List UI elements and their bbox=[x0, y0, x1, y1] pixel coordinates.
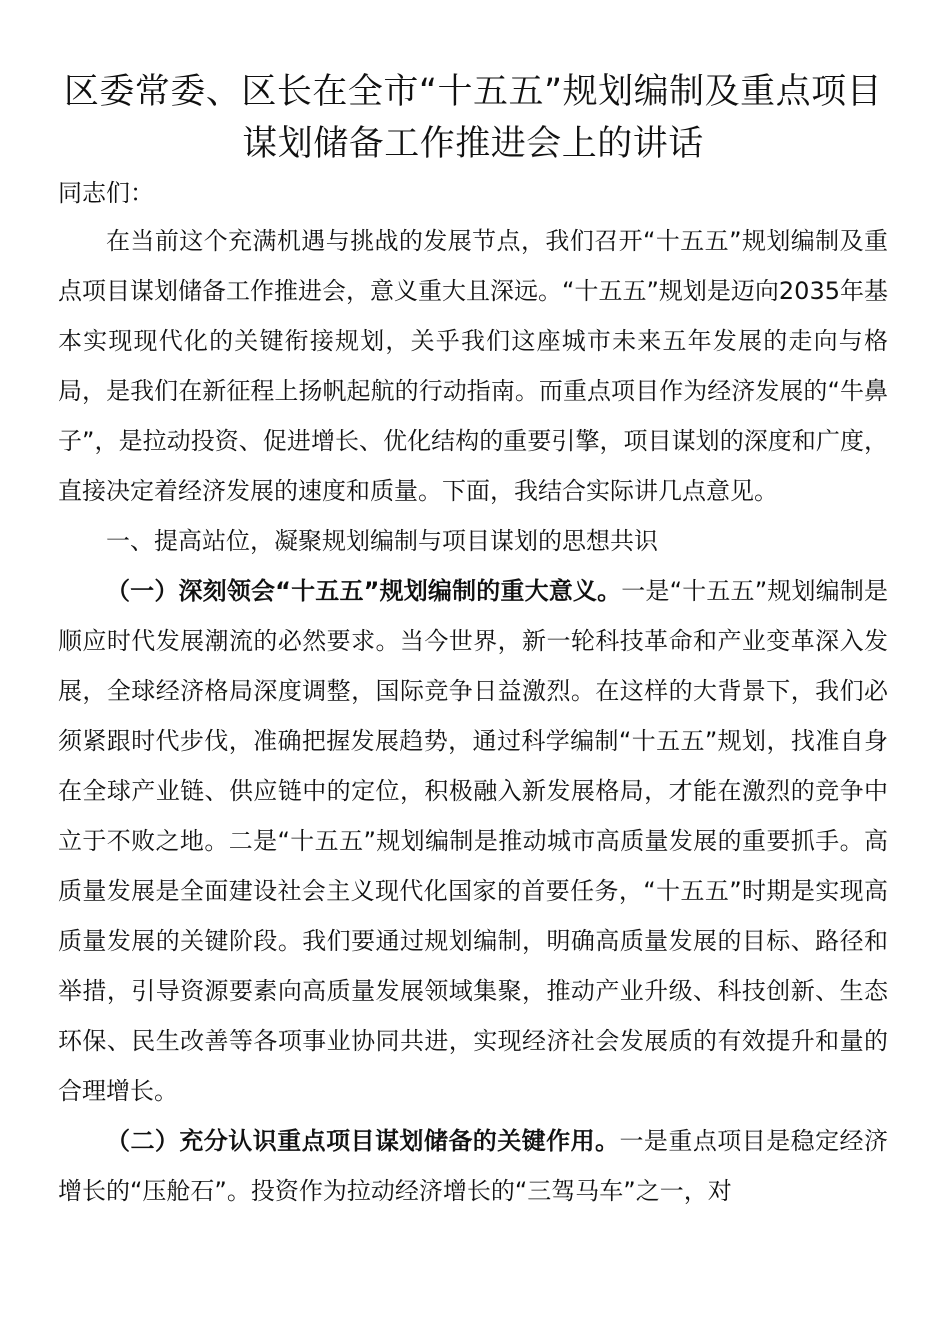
salutation: 同志们： bbox=[58, 179, 154, 207]
document-page bbox=[58, 66, 888, 1216]
sub-section-1-paragraph bbox=[58, 566, 888, 1116]
document-title: 区委常委、区长在全市“十五五”规划编制及重点项目谋划储备工作推进会上的讲话 bbox=[63, 72, 883, 164]
sub-section-1-body: 一是“十五五”规划编制是顺应时代发展潮流的必然要求。当今世界，新一轮科技革命和产业变革深入发展，全球经济格局深度调整，国际竞争日益激烈。在这样的大背景下，我们必须紧跟时代步伐，准确把握发展趋势，通过科学编制“十五五”规划，找准自身在全球产业链、供应链中的定位，积极融入新发展格局，才能在激烈的竞争中立于不败之地。二是“十五五”规划编制是推动城市高质量发展的重要抓手。高质量发展是全面建设社会主义现代化国家的首要任务，“十五五”时期是实现高质量发展的关键阶段。我们要通过规划编制，明确高质量发展的目标、路径和举措，引导资源要素向高质量发展领域集聚，推动产业升级、科技创新、生态环保、民生改善等各项事业协同共进，实现经济社会发展质的有效提升和量的合理增长。 bbox=[58, 577, 888, 1105]
sub-section-2-heading: （二）充分认识重点项目谋划储备的关键作用。 bbox=[106, 1127, 620, 1155]
intro-paragraph: 在当前这个充满机遇与挑战的发展节点，我们召开“十五五”规划编制及重点项目谋划储备工作推进会，意义重大且深远。“十五五”规划是迈向2035年基本实现现代化的关键衔接规划，关乎我们这座城市未来五年发展的走向与格局，是我们在新征程上扬帆起航的行动指南。而重点项目作为经济发展的“牛鼻子”，是拉动投资、促进增长、优化结构的重要引擎，项目谋划的深度和广度，直接决定着经济发展的速度和质量。下面，我结合实际讲几点意见。 bbox=[58, 227, 888, 505]
sub-section-1-heading: （一）深刻领会“十五五”规划编制的重大意义。 bbox=[106, 577, 622, 605]
sub-section-2-body: 一是重点项目是稳定经济增长的“压舱石”。投资作为拉动经济增长的“三驾马车”之一，对 bbox=[58, 1127, 888, 1205]
sub-section-2-paragraph bbox=[58, 1116, 888, 1216]
section-1-heading: 一、提高站位，凝聚规划编制与项目谋划的思想共识 bbox=[106, 527, 658, 555]
